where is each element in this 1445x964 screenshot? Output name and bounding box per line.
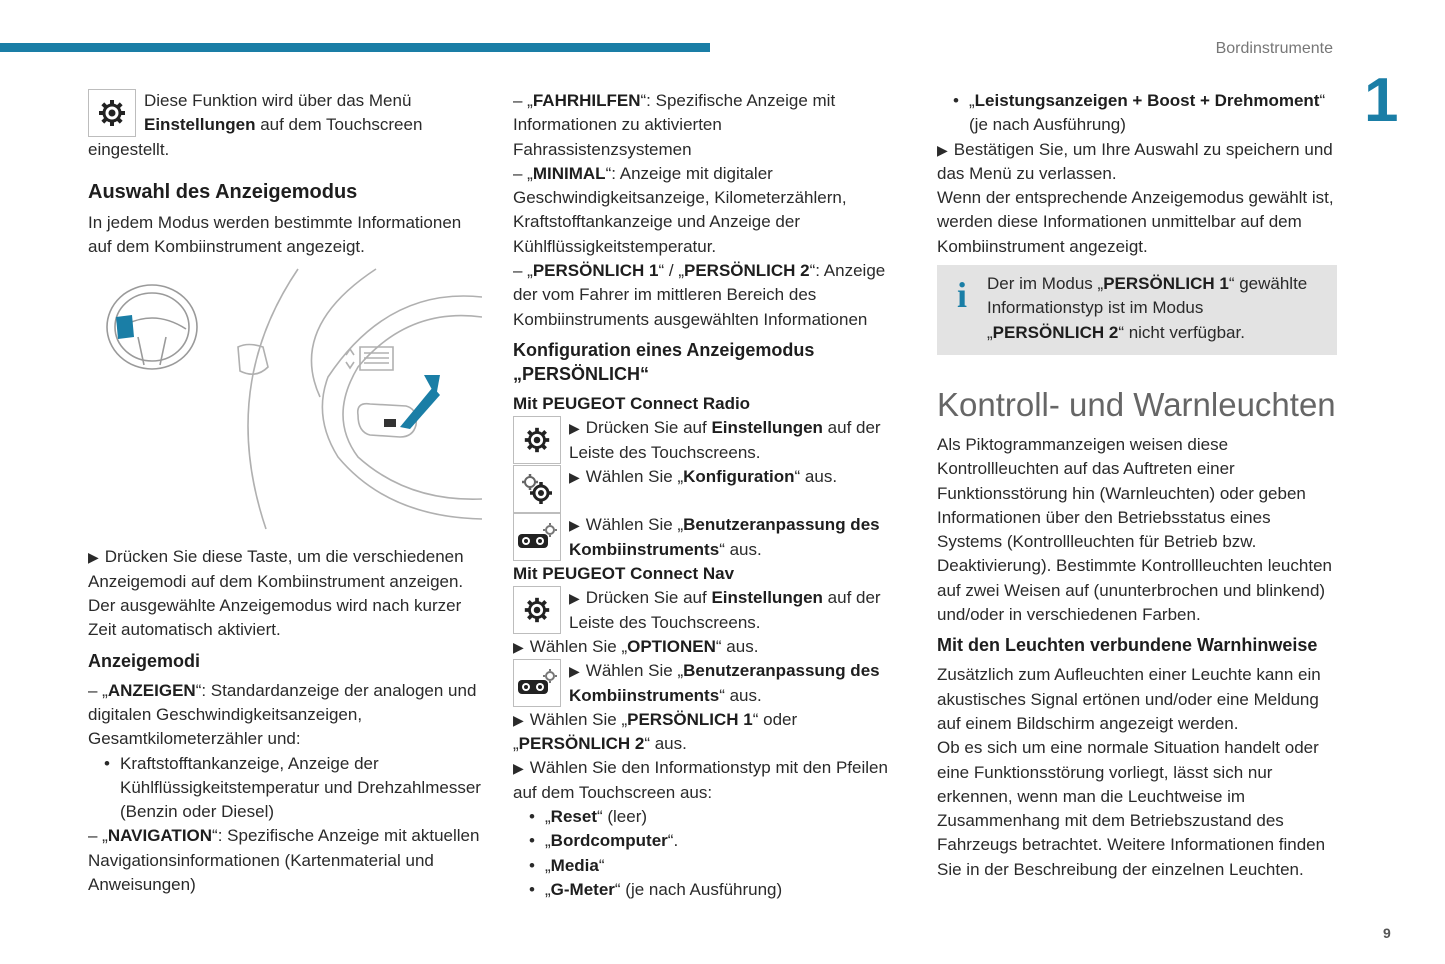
settings-gear-icon [88, 89, 136, 137]
heading-display-mode-selection: Auswahl des Anzeigemodus [88, 180, 358, 203]
mode-anzeigen-bullet: • Kraftstofftankanzeige, Anzeige der Kühlflüssigkeitstemperatur und Drehzahlmesser (Benzin oder Diesel) [88, 752, 482, 825]
mode-persoenlich: – „PERSÖNLICH 1“ / „PERSÖNLICH 2“: Anzeige der vom Fahrer im mittleren Bereich des Kombiinstruments ausgewählten Informationen [513, 261, 886, 329]
info-box [937, 265, 1337, 355]
nav-step-4: ▶ Wählen Sie „PERSÖNLICH 1“ oder „PERSÖNLICH 2“ aus. [513, 709, 798, 754]
intro-text: Diese Funktion wird über das Menü Einstellungen auf dem Touchscreen eingestellt. [88, 91, 423, 159]
nav-step-3: ▶ Wählen Sie „Benutzeranpassung des Kombiinstruments“ aus. [513, 659, 903, 708]
settings-gear-icon [513, 586, 561, 634]
chapter-number: 1 [1364, 66, 1399, 135]
paragraph: Der ausgewählte Anzeigemodus wird nach kurzer Zeit automatisch aktiviert. [88, 596, 462, 640]
instrument-cluster-settings-icon [513, 659, 561, 707]
intro-block [88, 89, 482, 162]
paragraph: In jedem Modus werden bestimmte Informationen auf dem Kombiinstrument angezeigt. [88, 212, 462, 257]
heading-warnings: Mit den Leuchten verbundene Warnhinweise [937, 635, 1318, 656]
option-performance: • „Leistungsanzeigen + Boost + Drehmoment“ (je nach Ausführung) [937, 89, 1337, 138]
paragraph: Zusätzlich zum Aufleuchten einer Leuchte kann ein akustisches Signal ertönen und/oder eine Meldung auf einem Bildschirm angezeigt werden. [937, 665, 1321, 733]
radio-step-1: ▶ Drücken Sie auf Einstellungen auf der Leiste des Touchscreens. [513, 416, 903, 465]
info-text: Der im Modus „PERSÖNLICH 1“ gewählte Informationstyp ist im Modus „PERSÖNLICH 2“ nicht verfügbar. [987, 274, 1308, 342]
configuration-gears-icon [513, 465, 561, 513]
steering-wheel-button-illustration [88, 267, 482, 531]
instrument-cluster-settings-icon [513, 513, 561, 561]
step-confirm: ▶ Bestätigen Sie, um Ihre Auswahl zu speichern und das Menü zu verlassen. [937, 139, 1333, 183]
column-left [88, 89, 482, 897]
mode-anzeigen: – „ANZEIGEN“: Standardanzeige der analogen und digitalen Geschwindigkeitsanzeigen, Gesamtkilometerzähler und: [88, 680, 477, 749]
section-title: Bordinstrumente [1215, 40, 1333, 57]
paragraph: Als Piktogrammanzeigen weisen diese Kontrollleuchten auf das Auftreten einer Funktionsstörung hin (Warnleuchten) oder geben Informationen über den Betriebsstatus eines Systems (Kontrollleuchten für Betrieb bzw. Deaktivierung). Bestimmte Kontrollleuchten leuchten auf zwei Weisen auf (ununterbrochen und blinkend) und/oder in verschiedenen Farben. [937, 434, 1332, 625]
nav-step-5: ▶ Wählen Sie den Informationstyp mit den Pfeilen auf dem Touchscreen aus: [513, 758, 888, 802]
option-media: • „Media“ [513, 854, 903, 878]
option-bordcomputer: • „Bordcomputer“. [513, 829, 903, 853]
option-reset: • „Reset“ (leer) [513, 805, 903, 829]
info-icon: i [957, 275, 968, 316]
heading-configure-personal: Konfiguration eines Anzeigemodus „PERSÖNLICH“ [513, 339, 815, 384]
title-warning-lights: Kontroll- und Warnleuchten [937, 385, 1336, 423]
step-press-button: ▶ Drücken Sie diese Taste, um die verschiedenen Anzeigemodi auf dem Kombiinstrument anzeigen. [88, 547, 464, 591]
page-number: 9 [1383, 925, 1391, 941]
paragraph: Ob es sich um eine normale Situation handelt oder eine Funktionsstörung vorliegt, lässt sich nur erkennen, wenn man die Leuchtweise im Zusammenhang mit dem Betriebszustand des Fahrzeugs betrachtet. Weitere Informationen finden Sie in der Beschreibung der einzelnen Leuchten. [937, 738, 1326, 879]
mode-navigation: – „NAVIGATION“: Spezifische Anzeige mit aktuellen Navigationsinformationen (Kartenmaterial und Anweisungen) [88, 826, 480, 895]
option-g-meter: • „G-Meter“ (je nach Ausführung) [513, 878, 903, 902]
nav-step-2: ▶ Wählen Sie „OPTIONEN“ aus. [513, 636, 759, 656]
paragraph: Wenn der entsprechende Anzeigemodus gewählt ist, werden diese Informationen unmittelbar auf dem Kombiinstrument angezeigt. [937, 188, 1334, 256]
radio-step-2: ▶ Wählen Sie „Konfiguration“ aus. [513, 465, 903, 514]
heading-display-modes: Anzeigemodi [88, 650, 201, 671]
settings-gear-icon [513, 416, 561, 464]
mode-minimal: – „MINIMAL“: Anzeige mit digitaler Geschwindigkeitsanzeige, Kilometerzählern, Kraftstofftankanzeige und Anzeige der Kühlflüssigkeitstemperatur. [513, 163, 847, 256]
column-middle [513, 89, 903, 902]
radio-step-3: ▶ Wählen Sie „Benutzeranpassung des Kombiinstruments“ aus. [513, 513, 903, 562]
heading-connect-radio: Mit PEUGEOT Connect Radio [513, 393, 751, 413]
heading-connect-nav: Mit PEUGEOT Connect Nav [513, 564, 735, 584]
mode-fahrhilfen: – „FAHRHILFEN“: Spezifische Anzeige mit Informationen zu aktivierten Fahrassistenzsystemen [513, 91, 836, 159]
nav-step-1: ▶ Drücken Sie auf Einstellungen auf der Leiste des Touchscreens. [513, 586, 903, 635]
header-accent-bar [0, 43, 710, 52]
column-right [937, 89, 1337, 882]
